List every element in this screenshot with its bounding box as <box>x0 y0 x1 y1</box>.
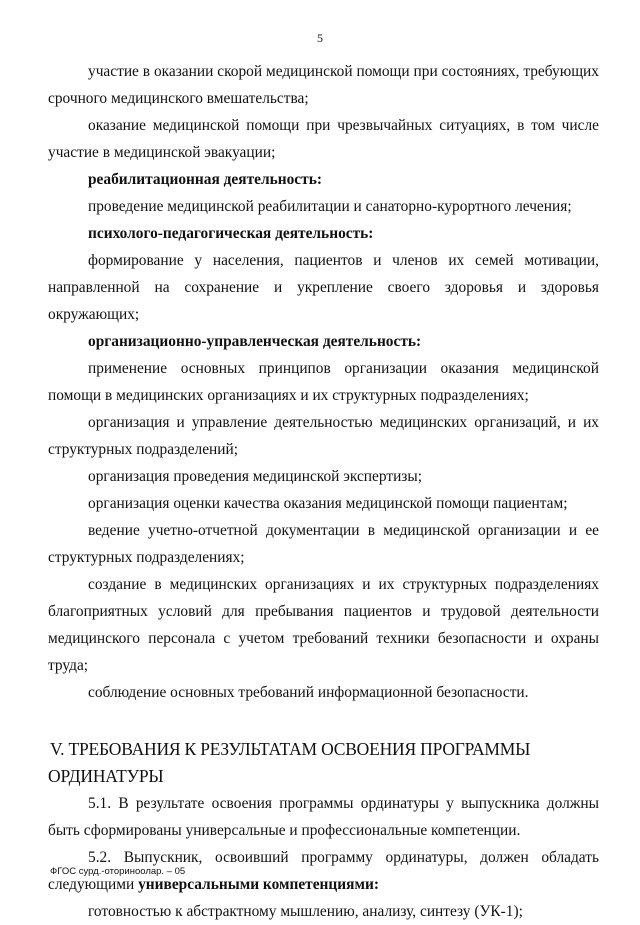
paragraph-conditions: создание в медицинских организациях и их структурных подразделениях благоприятных условий для пребывания пациентов и трудовой деятельности медицинского персонала с учетом требований техники безопасности и охраны труда; <box>48 576 599 674</box>
paragraph-principles: применение основных принципов организации оказания медицинской помощи в медицинских организациях и их структурных подразделениях; <box>48 360 599 404</box>
paragraph-emergency-care: участие в оказании скорой медицинской помощи при состояниях, требующих срочного медицинского вмешательства; <box>48 63 599 107</box>
paragraph-rehabilitation: проведение медицинской реабилитации и санаторно-курортного лечения; <box>88 198 572 215</box>
section-gap <box>48 706 599 723</box>
paragraph-5-2-text: 5.2. Выпускник, освоивший программу ординатуры, должен обладать следующими <box>48 849 599 893</box>
heading-rehabilitation: реабилитационная деятельность: <box>88 171 322 188</box>
heading-organizational: организационно-управленческая деятельность: <box>88 333 422 350</box>
competence-uk1: готовностью к абстрактному мышлению, анализу, синтезу (УК-1); <box>88 903 523 920</box>
paragraph-security: соблюдение основных требований информационной безопасности. <box>88 684 529 701</box>
universal-competences-label: универсальными компетенциями: <box>138 876 379 893</box>
paragraph-5-1: 5.1. В результате освоения программы ординатуры у выпускника должны быть сформированы универсальные и профессиональные компетенции. <box>48 795 599 839</box>
paragraph-expertise: организация проведения медицинской экспертизы; <box>88 468 423 485</box>
paragraph-documentation: ведение учетно-отчетной документации в медицинской организации и ее структурных подразделениях; <box>48 522 599 566</box>
paragraph-management: организация и управление деятельностью медицинских организаций, и их структурных подразделений; <box>48 414 599 458</box>
page-number: 5 <box>317 31 323 45</box>
page-footer: ФГОС сурд.-оториноолар. – 05 <box>50 866 186 877</box>
paragraph-motivation: формирование у населения, пациентов и членов их семей мотивации, направленной на сохранение и укрепление своего здоровья и здоровья окружающих; <box>48 252 599 323</box>
paragraph-quality: организация оценки качества оказания медицинской помощи пациентам; <box>88 495 568 512</box>
section-title: V. ТРЕБОВАНИЯ К РЕЗУЛЬТАТАМ ОСВОЕНИЯ ПРОГРАММЫ ОРДИНАТУРЫ <box>48 739 531 786</box>
heading-psychological: психолого-педагогическая деятельность: <box>88 225 374 242</box>
document-body <box>48 58 599 925</box>
paragraph-emergency-situations: оказание медицинской помощи при чрезвычайных ситуациях, в том числе участие в медицинской эвакуации; <box>48 117 599 161</box>
